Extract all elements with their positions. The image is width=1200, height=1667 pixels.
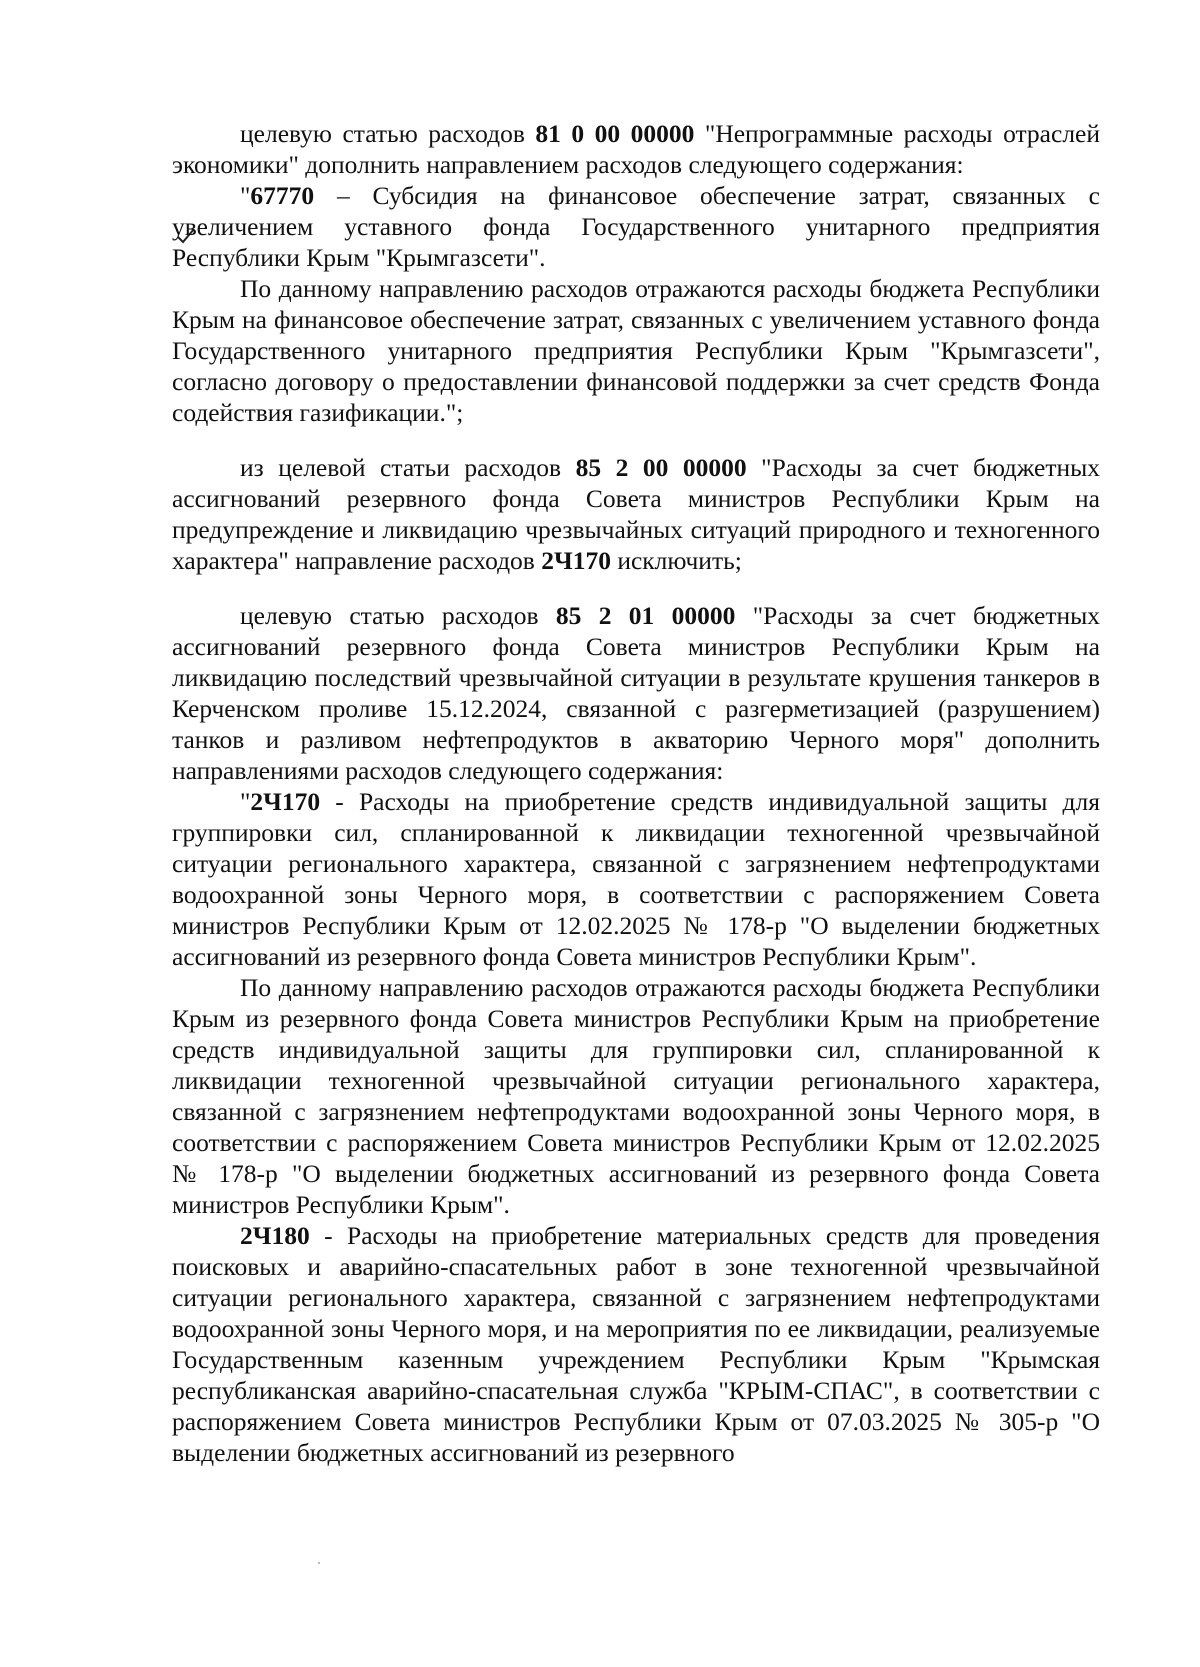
text: " [240,181,251,210]
text: По данному направлению расходов отражаются расходы бюджета Республики Крым на финансовое обеспечение затрат, связанных с увеличением уставного фонда Государственного унитарного предприятия Республики Крым "Крымгазсети", согласно договору о предоставлении финансовой поддержки за счет средств Фонда содействия газификации."; [172,274,1100,427]
paragraph-target-article-85-2-01 [172,600,1100,786]
text: По данному направлению расходов отражаются расходы бюджета Республики Крым из резервного фонда Совета министров Республики Крым на приобретение средств индивидуальной защиты для группировки сил, спланированной к ликвидации техногенной чрезвычайной ситуации регионального характера, связанной с загрязнением нефтепродуктами водоохранной зоны Черного моря, в соответствии с распоряжением Совета министров Республики Крым от 12.02.2025 № 178-р "О выделении бюджетных ассигнований из резервного фонда Совета министров Республики Крым". [172,973,1100,1219]
paragraph-target-article-85-2-00 [172,452,1100,576]
text: – Субсидия на финансовое обеспечение затрат, связанных с увеличением уставного фонда Государственного унитарного предприятия Республики Крым "Крымгазсети". [172,181,1100,272]
code-2ch170: 2Ч170 [250,787,321,816]
paragraph-direction-2ch180 [172,1220,1100,1468]
paragraph-direction-2ch170 [172,786,1100,972]
text: - Расходы на приобретение материальных средств для проведения поисковых и аварийно-спасательных работ в зоне техногенной чрезвычайной ситуации регионального характера, связанной с загрязнением нефтепродуктами водоохранной зоны Черного моря, и на мероприятия по ее ликвидации, реализуемые Государственным казенным учреждением Республики Крым "Крымская республиканская аварийно-спасательная служба "КРЫМ-СПАС", в соответствии с распоряжением Совета министров Республики Крым от 07.03.2025 № 305-р "О выделении бюджетных ассигнований из резервного [172,1221,1100,1467]
code-81: 81 0 00 00000 [535,119,695,148]
code-85-2-01: 85 2 01 00000 [555,601,736,630]
paragraph-target-article-81 [172,118,1100,180]
text: целевую статью расходов [240,601,556,630]
text: - Расходы на приобретение средств индивидуальной защиты для группировки сил, спланированной к ликвидации техногенной чрезвычайной ситуации регионального характера, связанной с загрязнением нефтепродуктами водоохранной зоны Черного моря, в соответствии с распоряжением Совета министров Республики Крым от 12.02.2025 № 178-р "О выделении бюджетных ассигнований из резервного фонда Совета министров Республики Крым". [172,787,1100,971]
text: исключить; [610,546,742,575]
paragraph-direction-67770 [172,180,1100,273]
code-2ch180: 2Ч180 [240,1221,310,1250]
text: "Расходы за счет бюджетных ассигнований резервного фонда Совета министров Республики Крым на предупреждение и ликвидацию чрезвычайных ситуаций природного и техногенного характера" направление расходов [172,453,1100,575]
text: "Расходы за счет бюджетных ассигнований резервного фонда Совета министров Республики Крым на ликвидацию последствий чрезвычайной ситуации в результате крушения танкеров в Керченском проливе 15.12.2024, связанной с разгерметизацией (разрушением) танков и разливом нефтепродуктов в акваторию Черного моря" дополнить направлениями расходов следующего содержания: [172,601,1101,785]
document-body [172,118,1100,1468]
paragraph-67770-description [172,273,1100,428]
text: "Непрограммные расходы отраслей экономики" дополнить направлением расходов следующего содержания: [172,119,1101,179]
text: " [240,787,251,816]
text: из целевой статьи расходов [240,453,576,482]
code-2ch170: 2Ч170 [541,546,611,575]
code-67770: 67770 [250,181,315,210]
code-85-2-00: 85 2 00 00000 [575,453,747,482]
scan-speck [318,1562,320,1564]
paragraph-2ch170-description [172,972,1100,1220]
text: целевую статью расходов [240,119,536,148]
